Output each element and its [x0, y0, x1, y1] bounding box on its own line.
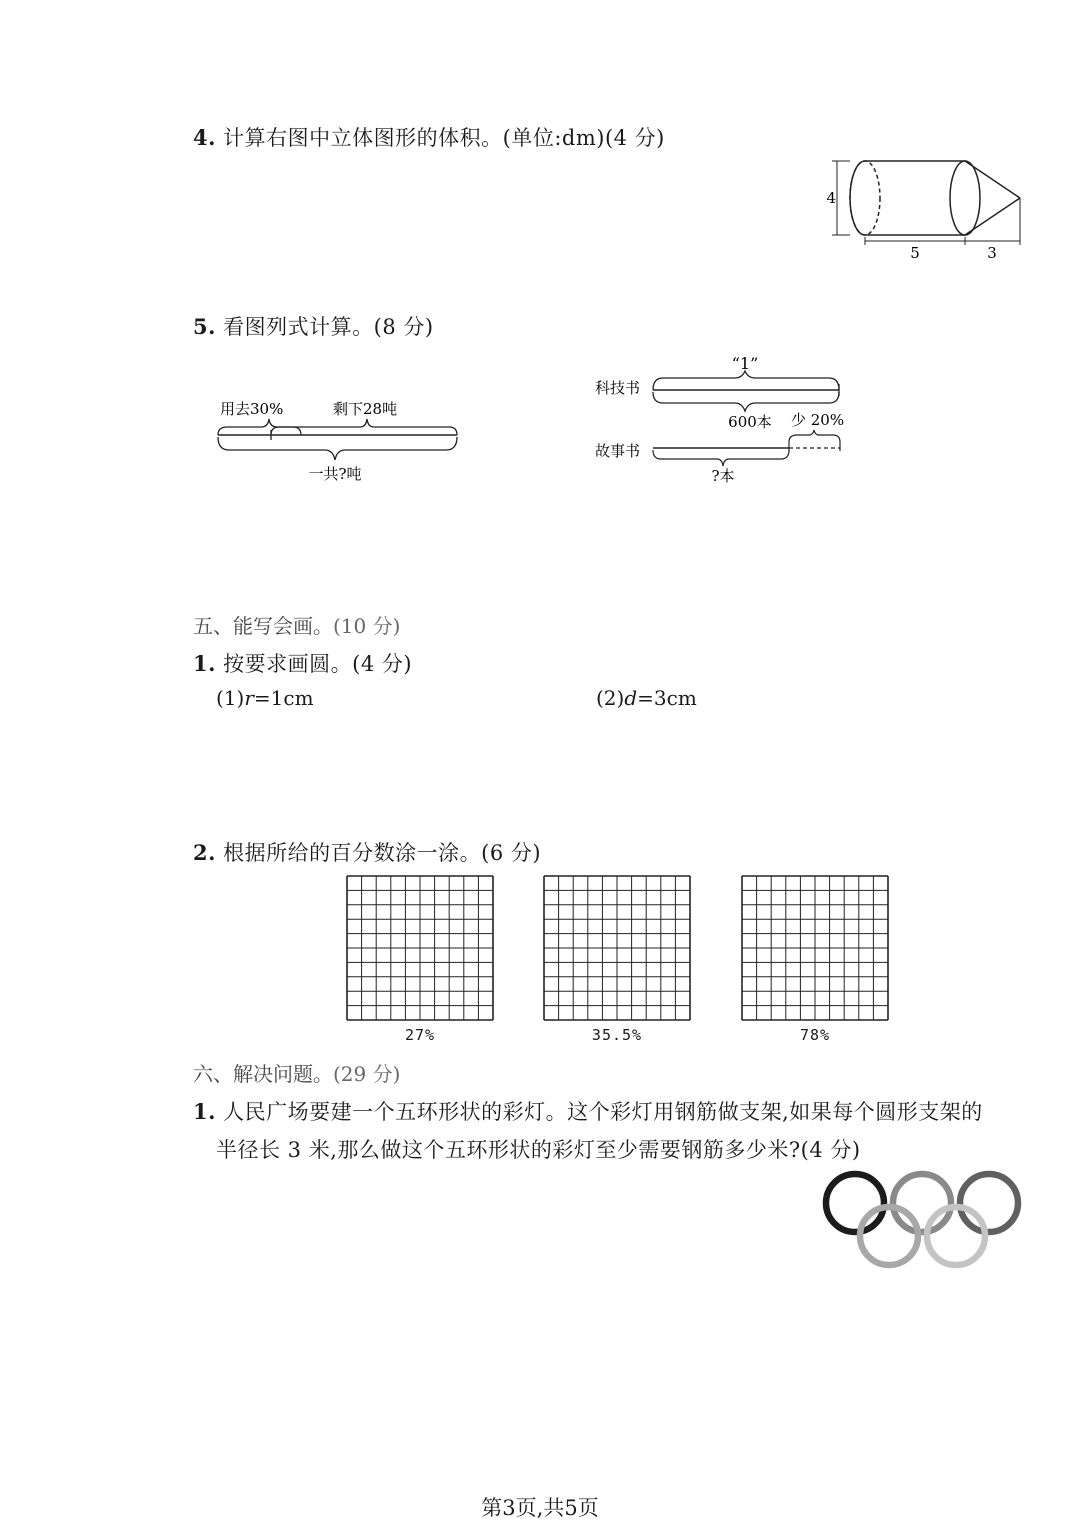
q5-left-remain: 剩下28吨 — [333, 400, 398, 418]
q5-number: 5. — [193, 314, 216, 339]
q5-right-story-count: ?本 — [711, 467, 735, 485]
s6q1-text1: 人民广场要建一个五环形状的彩灯。这个彩灯用钢筋做支架,如果每个圆形支架的 — [223, 1100, 983, 1124]
section5-heading — [193, 610, 400, 639]
section5-title: 五、能写会画。 — [193, 614, 333, 638]
grid-2[interactable] — [543, 875, 693, 1023]
q5-left-used: 用去30% — [220, 400, 284, 418]
s5q1-b-val: =3cm — [637, 686, 697, 710]
section6-title: 六、解决问题。 — [193, 1062, 333, 1086]
q5-left-total: 一共?吨 — [308, 465, 362, 483]
section6-points: (29 分) — [333, 1062, 401, 1086]
section6-heading — [193, 1058, 400, 1087]
q5-text: 看图列式计算。(8 分) — [223, 315, 434, 339]
grid-3-label: 78% — [799, 1026, 831, 1044]
q5-right-science-label: 科技书 — [595, 379, 641, 397]
page-footer: 第3页,共5页 — [481, 1496, 599, 1520]
q5-right-unit-one: “1” — [731, 354, 759, 373]
s5q1-a-val: =1cm — [253, 686, 314, 710]
s5q1-a-label: (1) — [216, 686, 245, 710]
s5q1-part-b — [596, 686, 697, 710]
s5q1-number: 1. — [193, 651, 216, 676]
s5q1-part-a — [216, 686, 314, 710]
q5-right-science-count: 600本 — [728, 413, 772, 431]
s5q2-text: 根据所给的百分数涂一涂。(6 分) — [223, 841, 542, 865]
s5q2-number: 2. — [193, 840, 216, 865]
s5q1-b-var: d — [624, 686, 638, 710]
s6q1-line1 — [193, 1096, 983, 1126]
s5q2-prompt — [193, 837, 541, 867]
q5-right-story-label: 故事书 — [595, 442, 641, 460]
grid-3[interactable] — [741, 875, 891, 1023]
q5-right-diagram — [585, 345, 865, 490]
s5q1-a-var: r — [244, 686, 254, 710]
grid-2-label: 35.5% — [591, 1026, 643, 1044]
s5q1-prompt — [193, 648, 412, 678]
q4-dim-length: 5 — [910, 244, 920, 262]
q4-prompt — [193, 122, 665, 152]
q4-dim-cone: 3 — [987, 244, 997, 262]
q5-right-less: 少 20% — [791, 411, 845, 429]
q4-number: 4. — [193, 125, 216, 150]
grid-1-label: 27% — [404, 1026, 436, 1044]
q4-dim-diameter: 4 — [826, 189, 836, 207]
q4-text: 计算右图中立体图形的体积。(单位:dm)(4 分) — [223, 126, 665, 150]
s6q1-line2: 半径长 3 米,那么做这个五环形状的彩灯至少需要钢筋多少米?(4 分) — [216, 1138, 861, 1162]
grid-1[interactable] — [346, 875, 496, 1023]
section5-points: (10 分) — [333, 614, 401, 638]
s5q1-text: 按要求画圆。(4 分) — [223, 652, 413, 676]
q5-left-diagram — [205, 390, 475, 490]
q5-prompt — [193, 311, 434, 341]
s5q1-b-label: (2) — [596, 686, 625, 710]
s6q1-number: 1. — [193, 1099, 216, 1124]
olympic-rings-figure — [815, 1165, 1030, 1275]
q4-solid-figure — [820, 150, 1030, 265]
